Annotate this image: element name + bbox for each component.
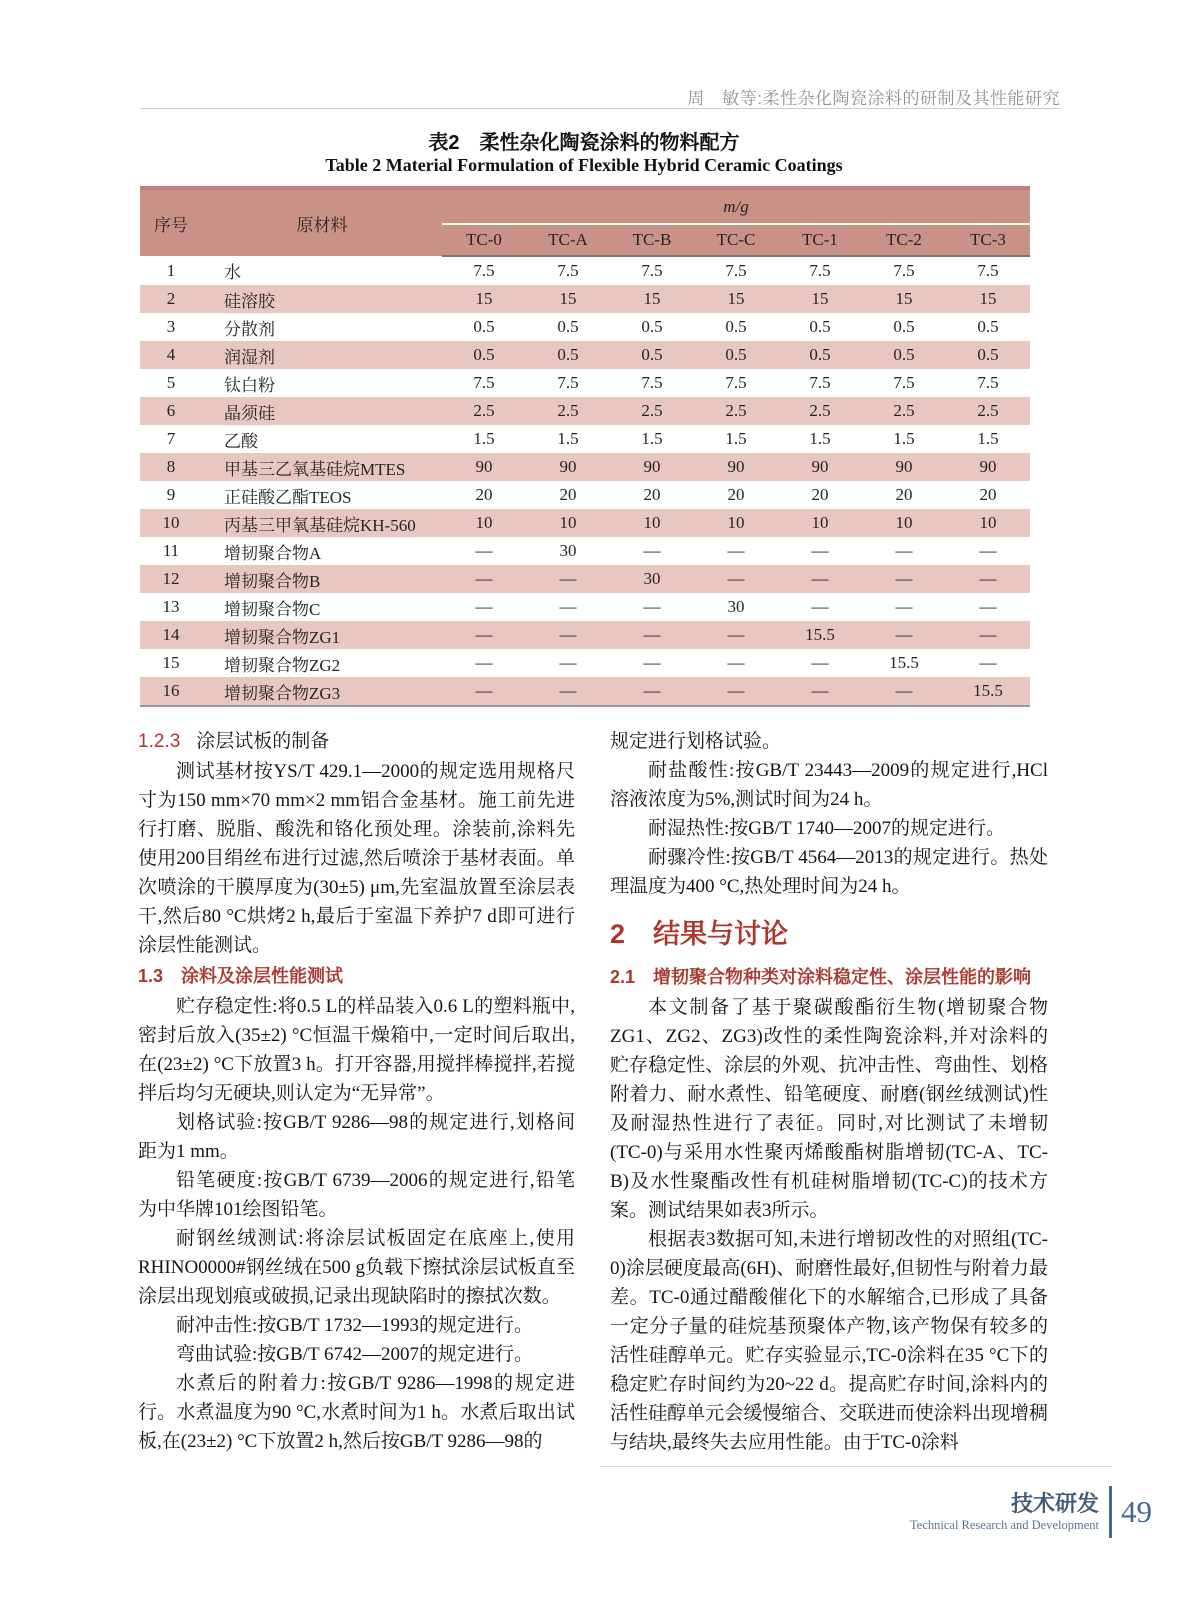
heading-number: 2 <box>610 919 626 949</box>
cell-value: 2.5 <box>526 397 610 425</box>
cell-value: 0.5 <box>557 317 579 336</box>
cell-value: — <box>559 653 577 672</box>
running-head: 周 敏等:柔性杂化陶瓷涂料的研制及其性能研究 <box>687 89 1060 108</box>
right-column <box>610 727 1048 1457</box>
cell-material: 正硅酸乙酯TEOS <box>224 487 352 507</box>
table-row <box>140 425 1030 453</box>
table-row <box>140 369 1030 397</box>
cell-material: 丙基三甲氧基硅烷KH-560 <box>202 509 442 537</box>
table-row <box>140 621 1030 649</box>
heading-1-2-3 <box>138 727 575 757</box>
cell-value: 7.5 <box>557 373 579 392</box>
cell-value: 7.5 <box>557 261 579 280</box>
cell-no: 4 <box>140 341 202 369</box>
footer-divider <box>600 1466 1112 1467</box>
cell-value: — <box>694 621 778 649</box>
column-header-no: 序号 <box>140 188 202 256</box>
table-row <box>140 285 1030 313</box>
cell-value: — <box>442 677 526 706</box>
paragraph: 耐盐酸性:按GB/T 23443—2009的规定进行,HCl溶液浓度为5%,测试时间为24 h。 <box>610 760 1048 810</box>
table-row <box>140 341 1030 369</box>
cell-value: 1.5 <box>641 429 663 448</box>
sample-column-header: TC-0 <box>442 224 526 256</box>
cell-material: 增韧聚合物A <box>224 543 322 563</box>
cell-value: 1.5 <box>809 429 831 448</box>
formulation-table <box>140 186 1030 707</box>
cell-value: 30 <box>727 597 745 616</box>
cell-value: 2.5 <box>862 397 946 425</box>
table-caption-zh: 表2 柔性杂化陶瓷涂料的物料配方 <box>428 132 740 154</box>
cell-value: 15.5 <box>778 621 862 649</box>
footer-section-zh: 技术研发 <box>1010 1491 1099 1516</box>
cell-no: 13 <box>162 597 180 616</box>
cell-value: — <box>979 541 997 560</box>
cell-value: 7.5 <box>641 261 663 280</box>
cell-value: — <box>526 621 610 649</box>
cell-material: 晶须硅 <box>202 397 442 425</box>
cell-value: — <box>946 565 1030 593</box>
cell-value: 15 <box>442 285 526 313</box>
cell-value: — <box>559 597 577 616</box>
cell-no: 3 <box>166 317 176 336</box>
footer-bar <box>1109 1486 1112 1538</box>
cell-no: 8 <box>140 453 202 481</box>
cell-value: — <box>862 565 946 593</box>
cell-value: — <box>643 653 661 672</box>
paragraph: 耐冲击性:按GB/T 1732—1993的规定进行。 <box>176 1315 533 1336</box>
cell-value: 30 <box>610 565 694 593</box>
paragraph: 根据表3数据可知,未进行增韧改性的对照组(TC-0)涂层硬度最高(6H)、耐磨性最好,但韧性与附着力最差。TC-0通过醋酸催化下的水解缩合,已形成了具备一定分子量的硅烷基预聚体产物,该产物保有较多的活性硅醇单元。贮存实验显示,TC-0涂料在35 °C下的稳定贮存时间约为20~22 d。提高贮存时间,涂料内的活性硅醇单元会缓慢缩合、交联进而使涂料出现增稠与结块,最终失去应用性能。由于TC-0涂料 <box>610 1229 1048 1453</box>
column-header-unit <box>442 188 1030 224</box>
cell-value: — <box>862 677 946 706</box>
cell-material: 增韧聚合物ZG3 <box>202 677 442 706</box>
header-divider <box>140 108 1060 109</box>
cell-value: 7.5 <box>809 261 831 280</box>
cell-material: 增韧聚合物B <box>202 565 442 593</box>
sample-column-header: TC-2 <box>862 224 946 256</box>
cell-value: 0.5 <box>977 317 999 336</box>
cell-value: — <box>727 653 745 672</box>
cell-material: 乙酸 <box>224 431 258 451</box>
cell-value: — <box>778 565 862 593</box>
paragraph: 铅笔硬度:按GB/T 6739—2006的规定进行,铅笔为中华牌101绘图铅笔。 <box>138 1170 575 1220</box>
cell-no: 1 <box>166 260 176 280</box>
cell-value: 20 <box>811 485 829 504</box>
table-header <box>140 188 1030 256</box>
cell-value: 20 <box>643 485 661 504</box>
cell-value: 0.5 <box>946 341 1030 369</box>
cell-no: 2 <box>140 285 202 313</box>
cell-value: 1.5 <box>557 429 579 448</box>
cell-value: 10 <box>862 509 946 537</box>
table-row <box>140 256 1030 285</box>
cell-value: 0.5 <box>526 341 610 369</box>
cell-value: — <box>811 541 829 560</box>
cell-value: 10 <box>946 509 1030 537</box>
cell-value: 0.5 <box>893 317 915 336</box>
cell-value: — <box>643 541 661 560</box>
cell-value: — <box>442 621 526 649</box>
cell-material: 增韧聚合物C <box>224 599 321 619</box>
cell-value: 2.5 <box>946 397 1030 425</box>
cell-material: 硅溶胶 <box>202 285 442 313</box>
heading-title: 结果与讨论 <box>653 919 789 949</box>
cell-value: 15 <box>946 285 1030 313</box>
paragraph: 本文制备了基于聚碳酸酯衍生物(增韧聚合物ZG1、ZG2、ZG3)改性的柔性陶瓷涂料,并对涂料的贮存稳定性、涂层的外观、抗冲击性、弯曲性、划格附着力、耐水煮性、铅笔硬度、耐磨(钢丝绒测试)性及耐湿热性进行了表征。同时,对比测试了未增韧(TC-0)与采用水性聚丙烯酸酯树脂增韧(TC-A、TC-B)及水性聚酯改性有机硅树脂增韧(TC-C)的技术方案。测试结果如表3所示。 <box>610 997 1048 1221</box>
cell-value: 90 <box>526 453 610 481</box>
table-row <box>140 649 1030 677</box>
sample-column-header: TC-1 <box>778 224 862 256</box>
cell-value: 7.5 <box>725 373 747 392</box>
cell-value: 0.5 <box>641 317 663 336</box>
cell-value: 1.5 <box>473 429 495 448</box>
cell-value: 10 <box>526 509 610 537</box>
cell-value: 7.5 <box>809 373 831 392</box>
cell-value: — <box>475 597 493 616</box>
cell-value: 1.5 <box>893 429 915 448</box>
cell-material: 甲基三乙氧基硅烷MTES <box>202 453 442 481</box>
cell-no: 11 <box>162 541 180 560</box>
cell-value: — <box>811 597 829 616</box>
paragraph: 弯曲试验:按GB/T 6742—2007的规定进行。 <box>176 1344 533 1365</box>
paragraph: 水煮后的附着力:按GB/T 9286—1998的规定进行。水煮温度为90 °C,水煮时间为1 h。水煮后取出试板,在(23±2) °C下放置2 h,然后按GB/T 9286—98的 <box>138 1373 575 1452</box>
cell-value: 10 <box>610 509 694 537</box>
cell-value: 2.5 <box>442 397 526 425</box>
left-column <box>138 727 575 1456</box>
cell-value: — <box>778 677 862 706</box>
sample-column-header: TC-A <box>526 224 610 256</box>
cell-value: — <box>610 677 694 706</box>
cell-value: 30 <box>559 541 577 560</box>
paragraph: 耐湿热性:按GB/T 1740—2007的规定进行。 <box>648 818 1005 839</box>
cell-value: 20 <box>895 485 913 504</box>
cell-material: 钛白粉 <box>224 375 275 395</box>
cell-value: — <box>979 653 997 672</box>
paragraph: 耐钢丝绒测试:将涂层试板固定在底座上,使用RHINO0000#钢丝绒在500 g负载下擦拭涂层试板直至涂层出现划痕或破损,记录出现缺陷时的擦拭次数。 <box>138 1228 575 1307</box>
cell-value: 7.5 <box>977 373 999 392</box>
cell-value: 90 <box>862 453 946 481</box>
cell-no: 16 <box>140 677 202 706</box>
footer-section-labels <box>910 1491 1099 1533</box>
cell-material: 增韧聚合物ZG2 <box>224 655 341 675</box>
cell-no: 15 <box>162 653 180 672</box>
cell-value: — <box>610 621 694 649</box>
heading-2-1: 2.1 增韧聚合物种类对涂料稳定性、涂层性能的影响 <box>610 967 1032 987</box>
cell-value: 0.5 <box>778 341 862 369</box>
cell-value: — <box>811 653 829 672</box>
table-caption-en: Table 2 Material Formulation of Flexible Hybrid Ceramic Coatings <box>325 155 843 175</box>
footer <box>760 1486 1152 1538</box>
cell-value: 2.5 <box>694 397 778 425</box>
cell-value: — <box>643 597 661 616</box>
cell-value: 90 <box>442 453 526 481</box>
cell-value: 10 <box>778 509 862 537</box>
cell-value: — <box>727 541 745 560</box>
cell-value: 7.5 <box>725 261 747 280</box>
cell-no: 12 <box>140 565 202 593</box>
cell-value: 1.5 <box>977 429 999 448</box>
cell-value: — <box>694 565 778 593</box>
table-row <box>140 593 1030 621</box>
cell-value: 2.5 <box>610 397 694 425</box>
cell-value: 1.5 <box>725 429 747 448</box>
cell-no: 14 <box>140 621 202 649</box>
cell-value: 7.5 <box>473 373 495 392</box>
cell-material: 分散剂 <box>224 319 275 339</box>
cell-value: 7.5 <box>893 373 915 392</box>
paragraph: 贮存稳定性:将0.5 L的样品装入0.6 L的塑料瓶中,密封后放入(35±2) °C恒温干燥箱中,一定时间后取出,在(23±2) °C下放置3 h。打开容器,用搅拌棒搅拌,若搅拌后均匀无硬块,则认定为“无异常”。 <box>138 996 575 1104</box>
cell-value: 90 <box>946 453 1030 481</box>
paragraph: 划格试验:按GB/T 9286—98的规定进行,划格间距为1 mm。 <box>138 1112 575 1162</box>
cell-value: — <box>979 597 997 616</box>
unit-label: m/g <box>723 196 749 216</box>
table-row <box>140 397 1030 425</box>
cell-value: — <box>475 541 493 560</box>
cell-value: 20 <box>979 485 997 504</box>
table-row <box>140 453 1030 481</box>
column-header-material: 原材料 <box>202 188 442 256</box>
sample-column-header: TC-B <box>610 224 694 256</box>
cell-no: 7 <box>166 429 176 448</box>
cell-value: 7.5 <box>977 261 999 280</box>
table-row <box>140 537 1030 565</box>
cell-value: 15 <box>526 285 610 313</box>
cell-value: 15 <box>694 285 778 313</box>
cell-value: 2.5 <box>778 397 862 425</box>
cell-value: 20 <box>475 485 493 504</box>
cell-value: 90 <box>610 453 694 481</box>
table-row <box>140 565 1030 593</box>
cell-value: — <box>526 677 610 706</box>
cell-value: — <box>442 565 526 593</box>
cell-value: 7.5 <box>893 261 915 280</box>
paragraph: 规定进行划格试验。 <box>610 731 782 752</box>
cell-no: 10 <box>140 509 202 537</box>
paragraph: 测试基材按YS/T 429.1—2000的规定选用规格尺寸为150 mm×70 mm×2 mm铝合金基材。施工前先进行打磨、脱脂、酸洗和铬化预处理。涂装前,涂料先使用200目绢丝布进行过滤,然后喷涂于基材表面。单次喷涂的干膜厚度为(30±5) μm,先室温放置至涂层表干,然后80 °C烘烤2 h,最后于室温下养护7 d即可进行涂层性能测试。 <box>138 761 575 956</box>
page-number: 49 <box>1121 1494 1152 1529</box>
cell-material: 润湿剂 <box>202 341 442 369</box>
cell-value: 15.5 <box>889 653 919 672</box>
cell-value: 20 <box>727 485 745 504</box>
cell-value: — <box>526 565 610 593</box>
heading-2 <box>610 917 1048 951</box>
cell-value: — <box>694 677 778 706</box>
table-row <box>140 509 1030 537</box>
cell-value: — <box>895 597 913 616</box>
cell-value: 0.5 <box>442 341 526 369</box>
cell-value: 0.5 <box>610 341 694 369</box>
cell-value: 90 <box>694 453 778 481</box>
cell-value: — <box>895 541 913 560</box>
cell-value: 0.5 <box>809 317 831 336</box>
cell-value: — <box>946 621 1030 649</box>
cell-value: 15 <box>610 285 694 313</box>
cell-value: 7.5 <box>641 373 663 392</box>
cell-value: 7.5 <box>473 261 495 280</box>
footer-section-en: Technical Research and Development <box>910 1518 1099 1532</box>
table-row <box>140 481 1030 509</box>
heading-1-3: 1.3 涂料及涂层性能测试 <box>138 966 344 986</box>
cell-value: 15.5 <box>946 677 1030 706</box>
table-row <box>140 313 1030 341</box>
heading-number: 1.2.3 <box>138 731 181 752</box>
cell-value: 0.5 <box>473 317 495 336</box>
heading-title: 涂层试板的制备 <box>196 731 330 752</box>
cell-material: 增韧聚合物ZG1 <box>202 621 442 649</box>
cell-value: 90 <box>778 453 862 481</box>
sample-column-header: TC-3 <box>946 224 1030 256</box>
cell-no: 9 <box>166 485 176 504</box>
cell-no: 5 <box>166 373 176 392</box>
cell-material: 水 <box>224 263 241 282</box>
table-row <box>140 677 1030 706</box>
paragraph: 耐骤冷性:按GB/T 4564—2013的规定进行。热处理温度为400 °C,热处理时间为24 h。 <box>610 847 1048 897</box>
formulation-table-body <box>140 256 1030 706</box>
cell-no: 6 <box>140 397 202 425</box>
cell-value: 0.5 <box>694 341 778 369</box>
cell-value: 15 <box>862 285 946 313</box>
cell-value: 0.5 <box>862 341 946 369</box>
cell-value: 0.5 <box>725 317 747 336</box>
cell-value: 15 <box>778 285 862 313</box>
cell-value: — <box>862 621 946 649</box>
cell-value: 10 <box>442 509 526 537</box>
cell-value: 20 <box>559 485 577 504</box>
cell-value: — <box>475 653 493 672</box>
sample-column-header: TC-C <box>694 224 778 256</box>
cell-value: 10 <box>694 509 778 537</box>
